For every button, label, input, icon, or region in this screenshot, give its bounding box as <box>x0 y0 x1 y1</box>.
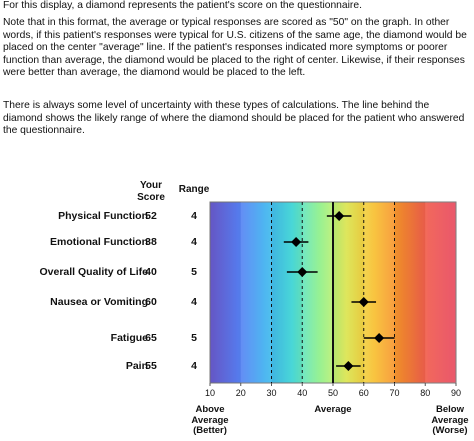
intro-paragraph-1: For this display, a diamond represents the patient's score on the questionnaire. <box>3 0 362 11</box>
x-tick-label: 60 <box>358 388 369 398</box>
chart-band <box>364 202 395 383</box>
chart-band <box>241 202 272 383</box>
chart-band <box>210 202 241 383</box>
x-tick-label: 80 <box>420 388 431 398</box>
chart-band <box>425 202 456 383</box>
x-tick-label: 10 <box>204 388 216 398</box>
row-score: 40 <box>145 266 157 278</box>
x-tick-label: 30 <box>266 388 277 398</box>
x-tick-label: 50 <box>327 388 339 398</box>
range-column-header: Range <box>178 184 210 195</box>
row-range: 4 <box>191 296 197 308</box>
score-column-header: Your Score <box>137 180 165 203</box>
row-label: Pain <box>125 360 148 372</box>
intro-paragraph-3: There is always some level of uncertainty with these types of calculations. The line behind the diamond shows the likely range of where the diamond should be placed for the patient who answered the questionnaire. <box>3 100 465 137</box>
chart-band <box>333 202 364 383</box>
x-tick-label: 90 <box>450 388 462 398</box>
x-tick-label: 20 <box>235 388 246 398</box>
row-score: 38 <box>145 236 157 248</box>
chart-band <box>272 202 303 383</box>
intro-paragraph-2: Note that in this format, the average or typical responses are scored as "50" on the graph. In other words, if this patient's responses were typical for U.S. citizens of the same age, the diamond would be placed on the center "average" line. If the patient's responses indicated more symptoms or poorer function than average, the diamond would be placed to the right of center. Likewise, if their responses were better than average, the diamond would be placed to the left. <box>3 17 467 79</box>
x-tick-label: 40 <box>297 388 308 398</box>
row-label: Overall Quality of Life <box>39 266 148 278</box>
row-label: Fatigue <box>110 332 148 344</box>
row-range: 4 <box>191 210 197 222</box>
row-range: 5 <box>191 266 197 278</box>
row-range: 4 <box>191 236 197 248</box>
chart-band <box>395 202 426 383</box>
footer-worse-label: Below Average (Worse) <box>431 404 469 436</box>
row-score: 55 <box>145 360 157 372</box>
footer-average-label: Average <box>314 404 352 415</box>
x-tick-label: 70 <box>389 388 400 398</box>
row-score: 65 <box>145 332 157 344</box>
row-range: 4 <box>191 360 197 372</box>
row-score: 60 <box>145 296 157 308</box>
row-label: Physical Function <box>58 210 148 222</box>
chart-band <box>302 202 333 383</box>
footer-better-label: Above Average (Better) <box>191 404 229 436</box>
row-score: 52 <box>145 210 157 222</box>
row-label: Nausea or Vomiting <box>50 296 148 308</box>
row-label: Emotional Function <box>50 236 148 248</box>
row-range: 5 <box>191 332 197 344</box>
